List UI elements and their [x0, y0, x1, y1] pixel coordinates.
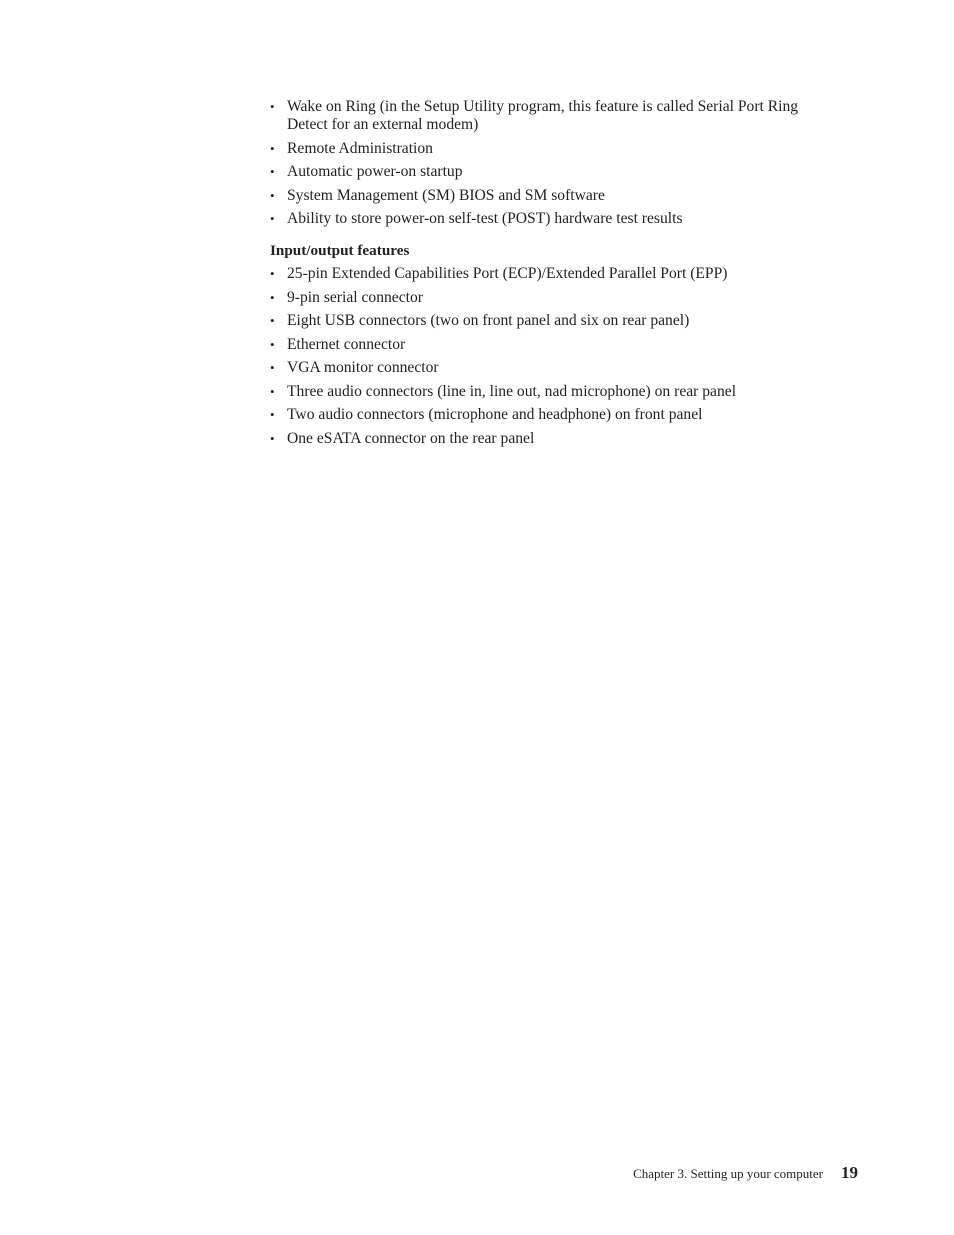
list-item	[270, 336, 830, 354]
bullet: •	[270, 289, 275, 305]
list-item-text: System Management (SM) BIOS and SM software	[287, 186, 605, 204]
list-item	[270, 140, 830, 158]
list-item	[270, 406, 830, 424]
list-item-text: Ethernet connector	[287, 335, 406, 353]
bullet: •	[270, 99, 275, 114]
list-item	[270, 430, 830, 448]
page-number: 19	[841, 1163, 858, 1182]
list-item	[270, 265, 830, 283]
list-item-text: Wake on Ring (in the Setup Utility program, this feature is called Serial Port Ring Detect for an external modem)	[287, 98, 799, 133]
list-item-text: 25-pin Extended Capabilities Port (ECP)/Extended Parallel Port (EPP)	[287, 265, 728, 282]
bullet: •	[270, 187, 275, 203]
list-item-text: Three audio connectors (line in, line out, nad microphone) on rear panel	[287, 382, 737, 400]
bullet: •	[270, 407, 275, 422]
bullet: •	[270, 211, 275, 226]
list-item	[270, 210, 830, 228]
features-list	[270, 98, 830, 228]
bullet: •	[270, 360, 275, 375]
list-item-text: One eSATA connector on the rear panel	[287, 429, 535, 447]
list-item	[270, 359, 830, 377]
list-item-text: Ability to store power-on self-test (POST) hardware test results	[287, 210, 683, 227]
list-item-text: 9-pin serial connector	[287, 288, 423, 306]
list-item	[270, 187, 830, 205]
list-item	[270, 312, 830, 330]
list-item	[270, 163, 830, 181]
page-content	[270, 98, 830, 453]
list-item	[270, 383, 830, 401]
list-item	[270, 289, 830, 307]
page-footer	[633, 1163, 858, 1183]
bullet: •	[270, 336, 275, 352]
list-item-text: Automatic power-on startup	[287, 163, 463, 180]
list-item	[270, 98, 830, 134]
list-item-text: Two audio connectors (microphone and headphone) on front panel	[287, 406, 703, 423]
section-heading: Input/output features	[270, 242, 410, 259]
bullet: •	[270, 430, 275, 446]
list-item-text: Remote Administration	[287, 139, 433, 157]
bullet: •	[270, 313, 275, 328]
list-item-text: VGA monitor connector	[287, 359, 439, 376]
bullet: •	[270, 383, 275, 399]
bullet: •	[270, 164, 275, 179]
bullet: •	[270, 140, 275, 156]
chapter-title: Chapter 3. Setting up your computer	[633, 1166, 823, 1181]
bullet: •	[270, 266, 275, 281]
io-features-list	[270, 265, 830, 448]
list-item-text: Eight USB connectors (two on front panel and six on rear panel)	[287, 312, 690, 329]
